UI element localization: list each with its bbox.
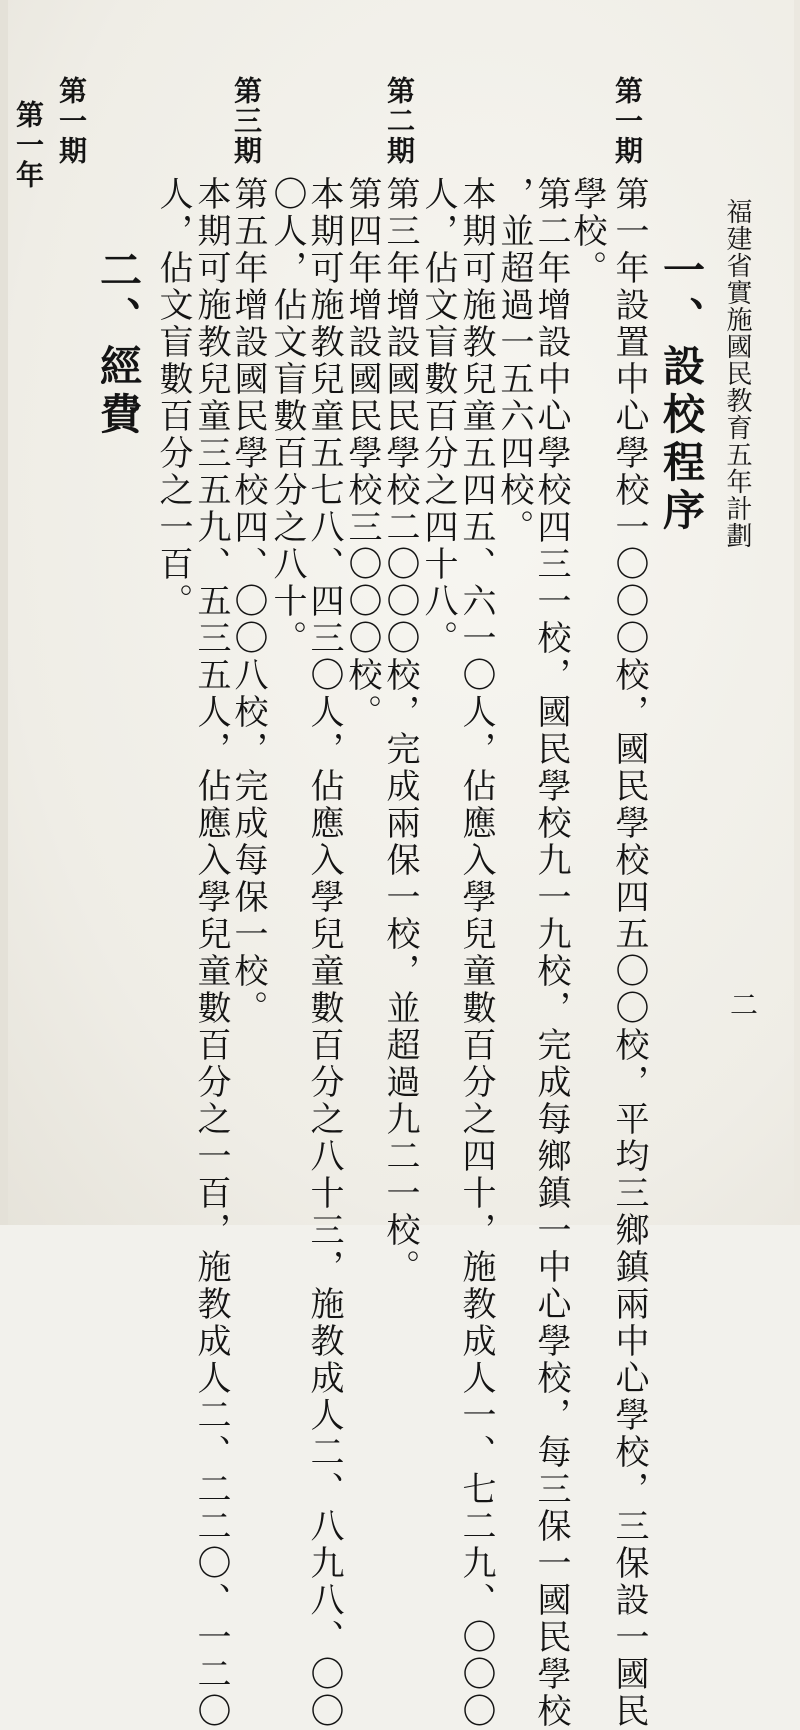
section-title-funding: 二、經費 (94, 248, 143, 440)
body-line: 第三年增設國民學校二〇〇〇校，完成兩保一校，並超過九二一校。 (380, 176, 420, 1286)
body-line: 學校。 (567, 176, 607, 287)
body-line: 第五年增設國民學校四、〇〇八校，完成每保一校。 (228, 176, 268, 1027)
phase-label-first: 第一期 (611, 76, 644, 166)
body-line: 本期可施教兒童三五九、五三五人，佔應入學兒童數百分之一百，施教成人二、二二〇、一二〇 (191, 176, 231, 1730)
body-line: 第一年設置中心學校一〇〇〇校，國民學校四五〇〇校，平均三鄉鎮兩中心學校，三保設一國民 (609, 176, 649, 1730)
funding-year-label-first: 第一年 (12, 100, 45, 190)
body-line: ，並超過一五六四校。 (494, 176, 534, 546)
section-title-school-procedure: 一、設校程序 (657, 248, 706, 536)
page-edge-right (794, 0, 800, 1225)
body-line: 本期可施教兒童五四五、六一〇人，佔應入學兒童數百分之四十，施教成人一、七二九、〇〇〇 (456, 176, 496, 1730)
phase-label-second: 第二期 (383, 76, 416, 166)
page-edge-left (0, 0, 8, 1225)
body-line: 第二年增設中心學校四三一校，國民學校九一九校，完成每鄉鎮一中心學校，每三保一國民學校 (531, 176, 571, 1730)
document-title: 福建省實施國民教育五年計劃 (722, 198, 752, 549)
page-number: 二 (726, 990, 759, 1018)
body-line: 本期可施教兒童五七八、四三〇人，佔應入學兒童數百分之八十三，施教成人二、八九八、〇〇 (304, 176, 344, 1730)
phase-label-third: 第三期 (230, 76, 263, 166)
bleed-through-text (640, 150, 732, 220)
body-line: 人，佔文盲數百分之四十八。 (418, 176, 458, 657)
body-line: 第四年增設國民學校三〇〇〇校。 (342, 176, 382, 731)
funding-phase-label-first: 第一期 (55, 76, 88, 166)
body-line: 〇人，佔文盲數百分之八十。 (267, 176, 307, 657)
body-line: 人，佔文盲數百分之一百。 (153, 176, 193, 620)
